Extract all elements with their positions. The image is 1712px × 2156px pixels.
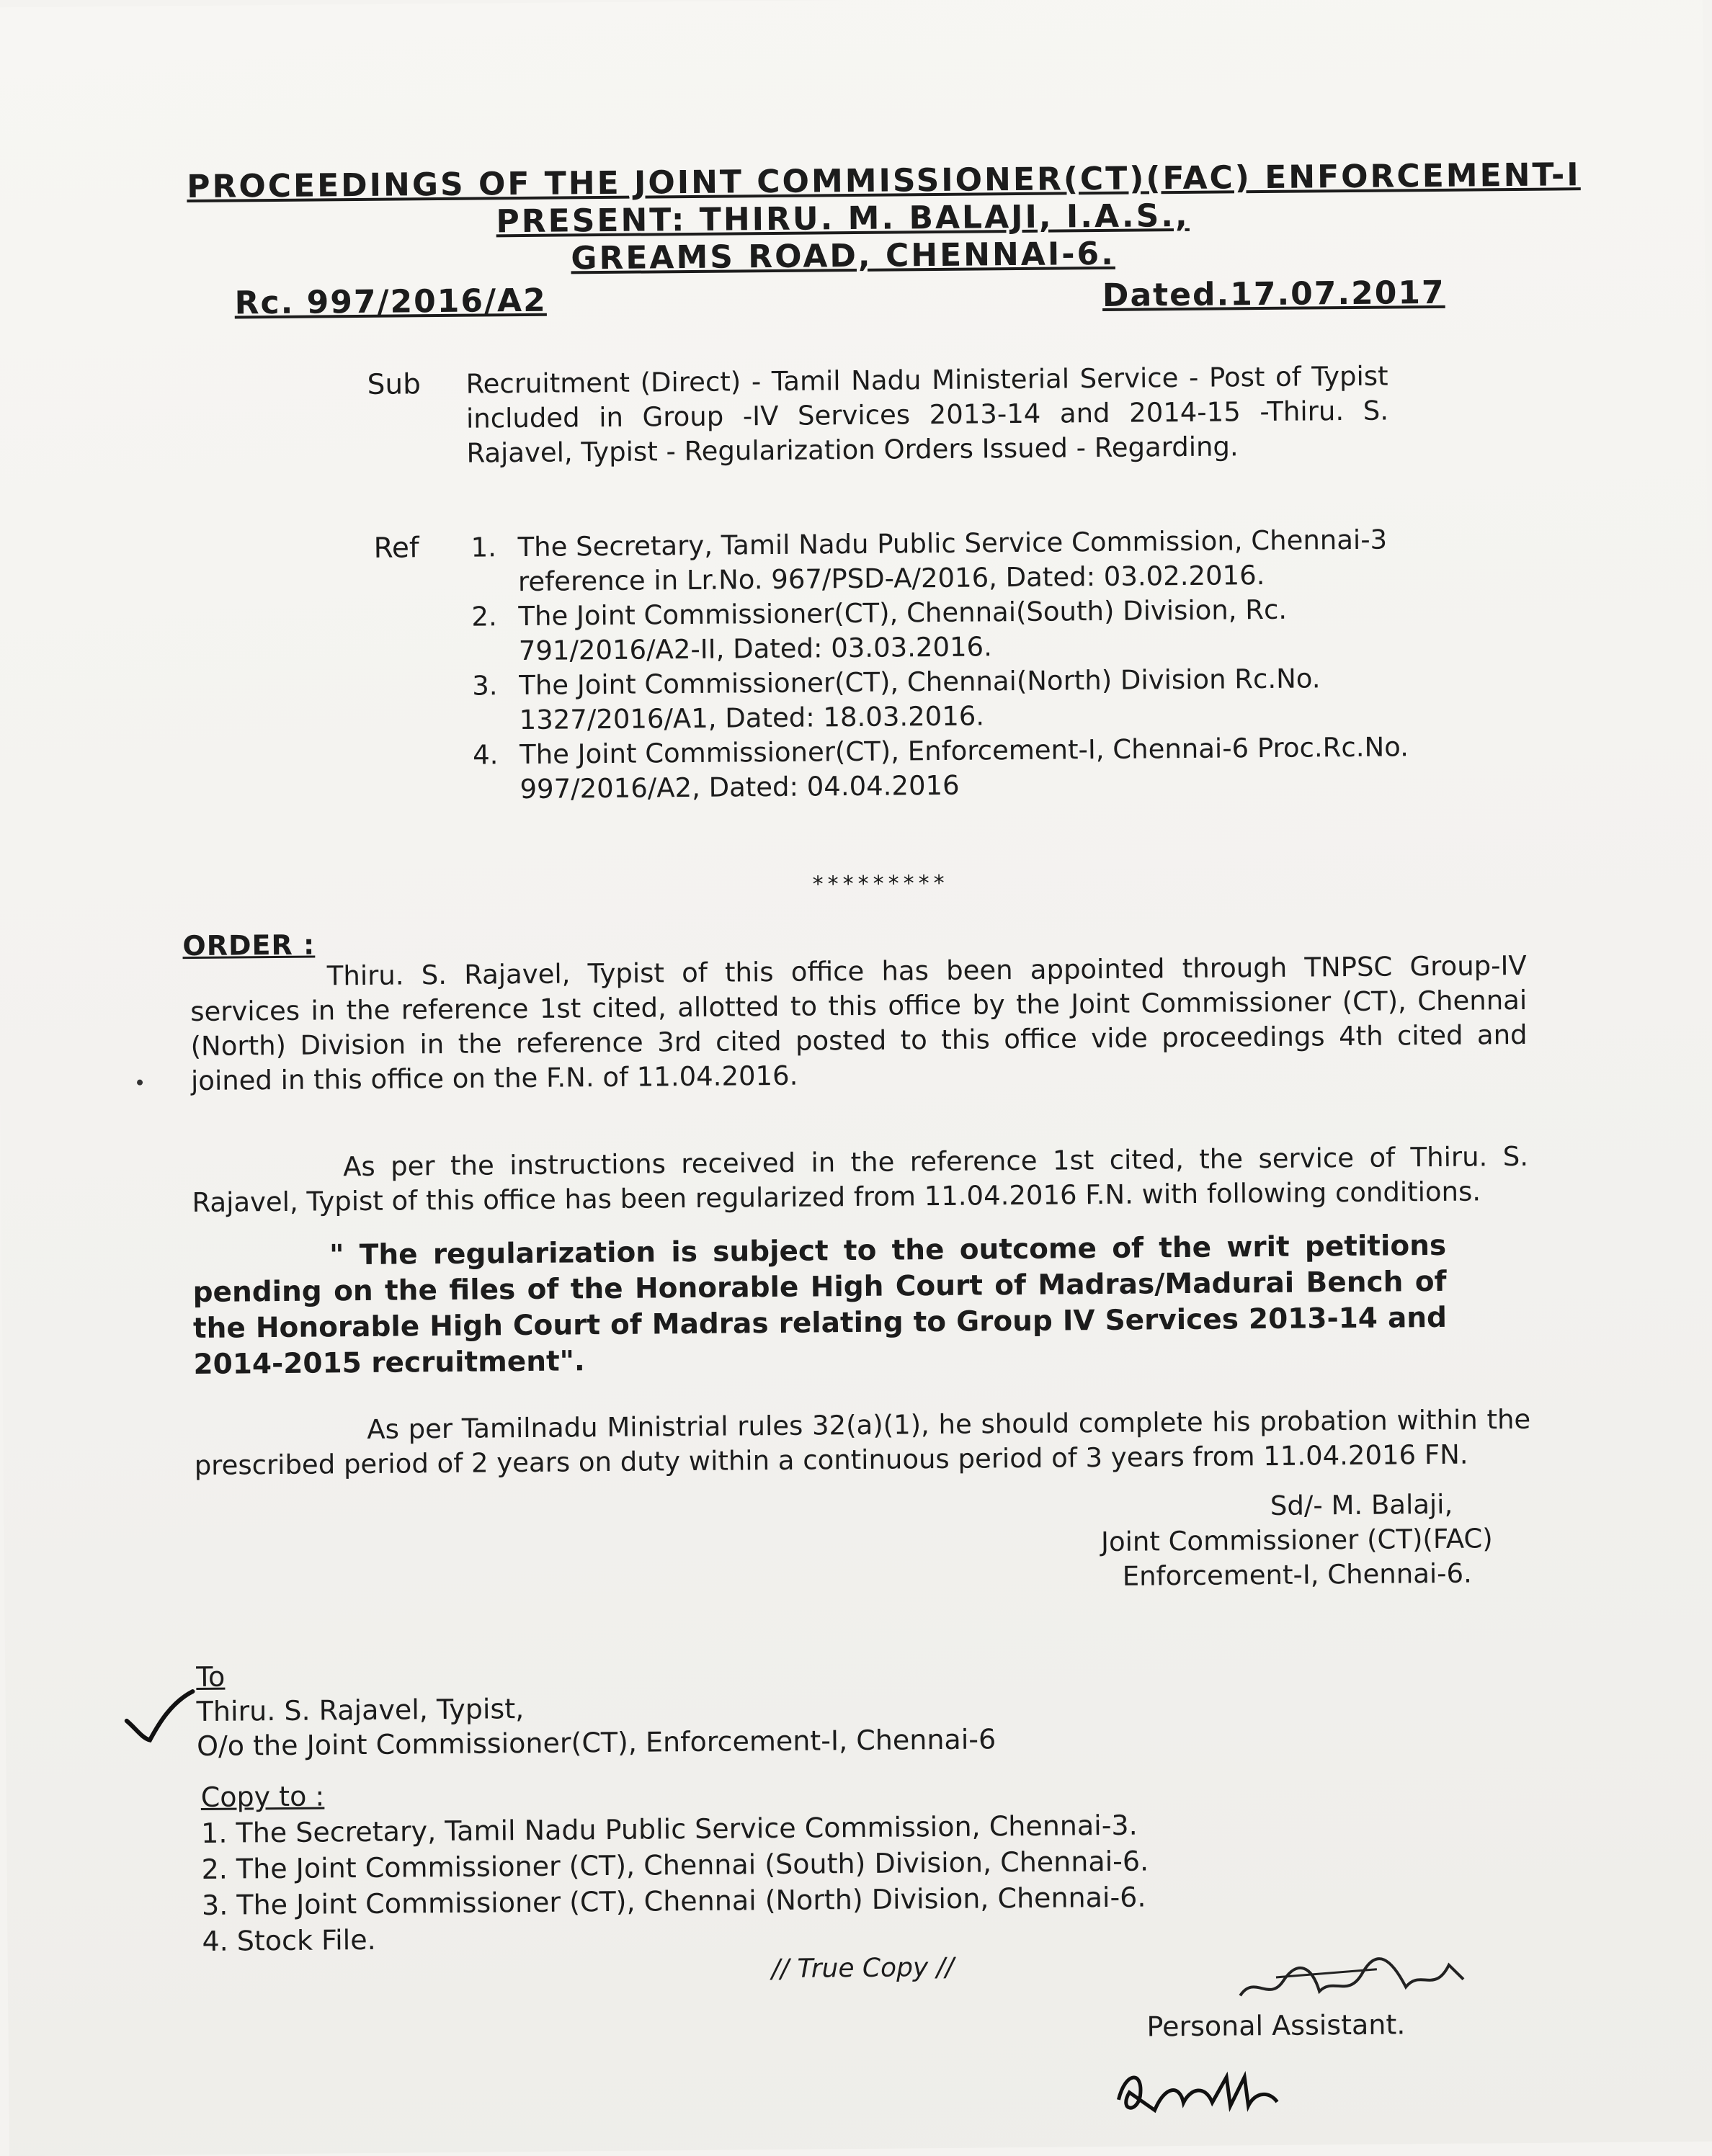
subject-text: Recruitment (Direct) - Tamil Nadu Ministerial Service - Post of Typist included in Group -IV Services 2013-14 and 2014-15 -Thiru. S. Rajavel, Typist - Regularization Orders Issued - Regarding. xyxy=(465,360,1389,469)
signature-office: Enforcement-I, Chennai-6. xyxy=(1122,1557,1473,1592)
handwritten-signature-icon xyxy=(1233,1951,1471,2018)
reference-list xyxy=(471,522,1431,808)
signature-designation: Joint Commissioner (CT)(FAC) xyxy=(1100,1523,1493,1558)
header-title: PROCEEDINGS OF THE JOINT COMMISSIONER(CT)(FAC) ENFORCEMENT-I xyxy=(186,156,1581,206)
header-present: PRESENT: THIRU. M. BALAJI, I.A.S., xyxy=(496,197,1190,241)
reference-number-row xyxy=(234,274,1445,328)
attestation-designation: Personal Assistant. xyxy=(1146,2008,1406,2043)
subject-label: Sub xyxy=(367,368,422,401)
order-paragraph-2: As per the instructions received in the reference 1st cited, the service of Thiru. S. Rajavel, Typist of this office has been regularized from 11.04.2016 F.N. with following conditions. xyxy=(192,1140,1529,1219)
handwritten-initials-icon xyxy=(1111,2062,1285,2121)
order-condition-quote: " The regularization is subject to the outcome of the writ petitions pending on the files of the Honorable High Court of Madras/Madurai Bench of the Honorable High Court of Madras relating to Group IV Services 2013-14 and 2014-2015 recruitment". xyxy=(192,1229,1448,1382)
reference-item: 1. The Secretary, Tamil Nadu Public Service Commission, Chennai-3 reference in Lr.No. 967/PSD-A/2016, Dated: 03.02.2016. xyxy=(471,524,1388,598)
reference-label: Ref xyxy=(373,532,419,565)
signature-block xyxy=(1100,1487,1493,1594)
reference-item: 3. The Joint Commissioner(CT), Chennai(North) Division Rc.No. 1327/2016/A1, Dated: 18.03.2016. xyxy=(472,663,1321,736)
rc-number: Rc. 997/2016/A2 xyxy=(234,282,547,322)
order-paragraph-4: As per Tamilnadu Ministrial rules 32(a)(1), he should complete his probation within the prescribed period of 2 years on duty within a continuous period of 3 years from 11.04.2016 FN. xyxy=(194,1403,1531,1482)
to-recipient: Thiru. S. Rajavel, Typist, xyxy=(196,1693,525,1728)
to-office: O/o the Joint Commissioner(CT), Enforcement-I, Chennai-6 xyxy=(196,1723,997,1763)
to-block xyxy=(196,1652,996,1763)
copy-to-block xyxy=(201,1771,1150,1959)
reference-item: 4. The Joint Commissioner(CT), Enforcement-I, Chennai-6 Proc.Rc.No. 997/2016/A2, Dated: 04.04.2016 xyxy=(472,731,1409,805)
copy-to-item: 2. The Joint Commissioner (CT), Chennai (South) Division, Chennai-6. xyxy=(201,1845,1149,1885)
signature-name: Sd/- M. Balaji, xyxy=(1270,1488,1453,1522)
order-heading: ORDER : xyxy=(182,929,316,962)
separator-stars: ********* xyxy=(812,870,949,898)
to-heading: To xyxy=(196,1660,226,1694)
reference-item: 2. The Joint Commissioner(CT), Chennai(South) Division, Rc. 791/2016/A2-II, Dated: 03.03.2016. xyxy=(471,594,1288,667)
order-paragraph-1: Thiru. S. Rajavel, Typist of this office has been appointed through TNPSC Group-IV services in the reference 1st cited, allotted to this office by the Joint Commissioner (CT), Chennai (North) Division in the reference 3rd cited posted to this office vide proceedings 4th cited and joined in this office on the F.N. of 11.04.2016. xyxy=(190,949,1528,1097)
order-date: Dated.17.07.2017 xyxy=(1102,274,1445,314)
true-copy-mark: // True Copy // xyxy=(771,1952,955,1985)
margin-dot xyxy=(137,1080,143,1086)
copy-to-item: 3. The Joint Commissioner (CT), Chennai (North) Division, Chennai-6. xyxy=(201,1881,1146,1921)
copy-to-item: 4. Stock File. xyxy=(202,1923,376,1957)
copy-to-list xyxy=(201,1807,1149,1959)
document-header xyxy=(186,156,1581,281)
header-address: GREAMS ROAD, CHENNAI-6. xyxy=(571,235,1116,277)
copy-to-item: 1. The Secretary, Tamil Nadu Public Service Commission, Chennai-3. xyxy=(200,1809,1138,1849)
copy-to-heading: Copy to : xyxy=(200,1780,325,1813)
tick-mark-icon xyxy=(120,1688,200,1746)
